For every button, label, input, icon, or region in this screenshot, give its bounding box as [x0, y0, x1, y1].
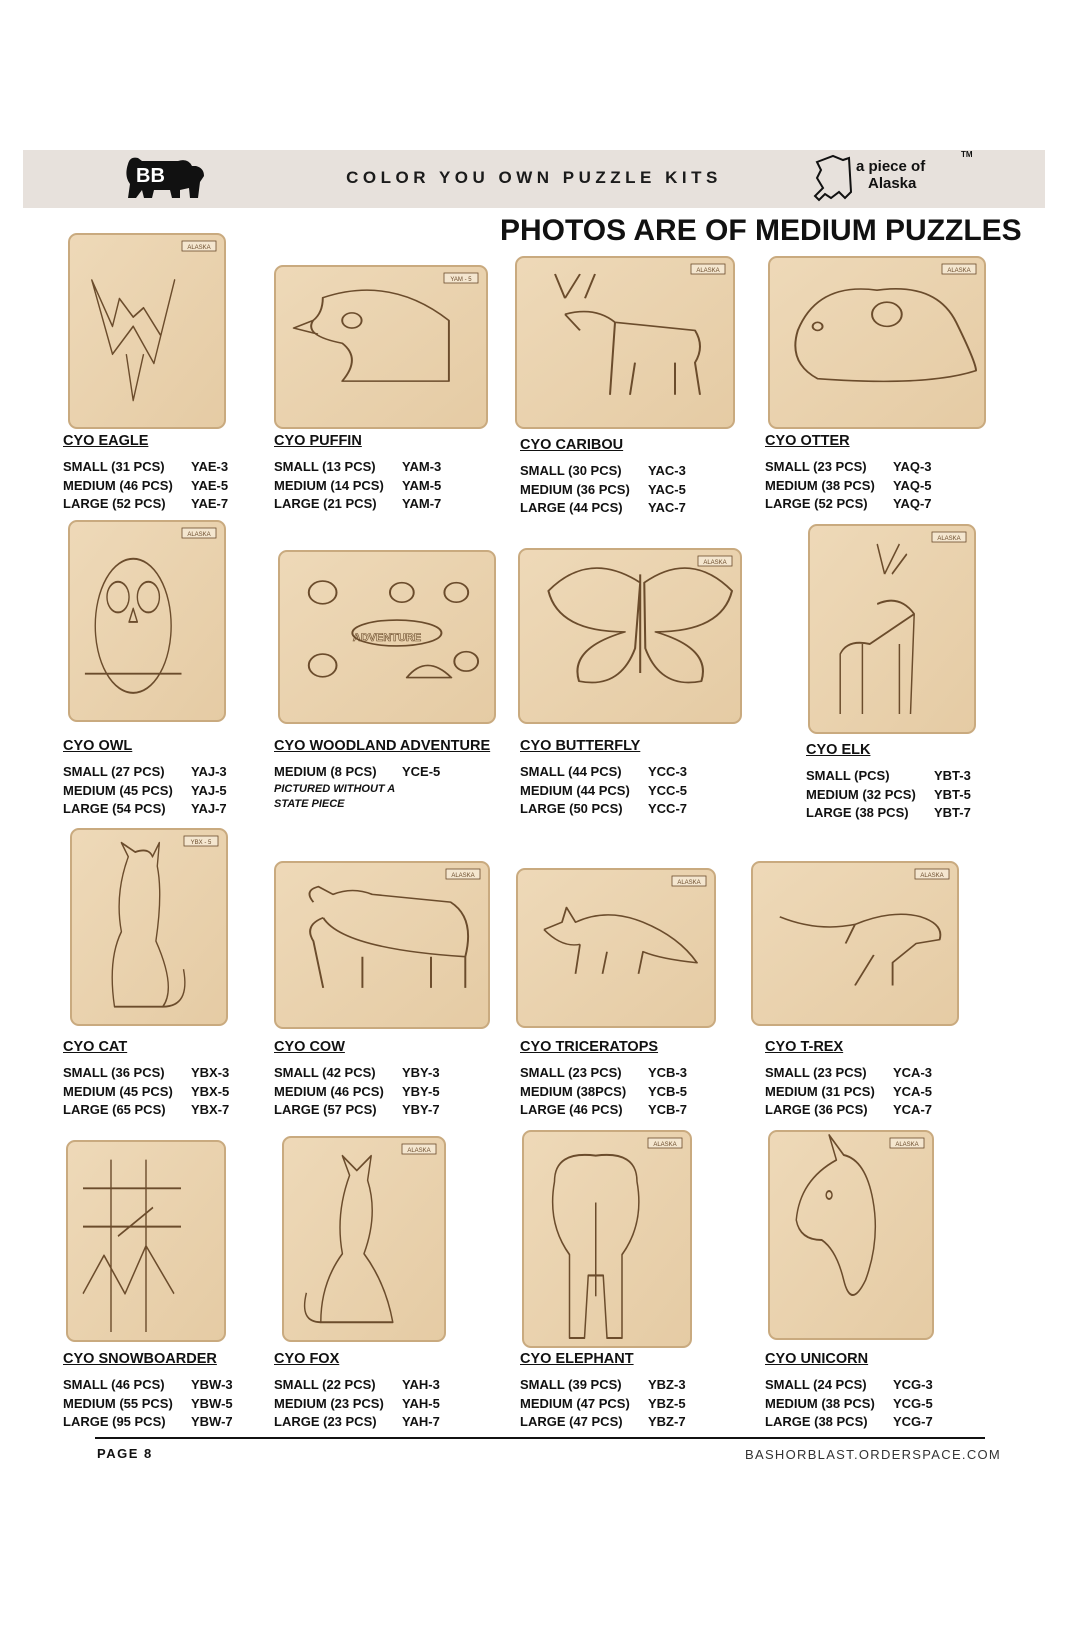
a-piece-of-alaska-logo: [811, 148, 971, 208]
size-row: [63, 782, 227, 801]
product-name: CYO ELK: [806, 742, 871, 758]
size-row: [520, 1395, 686, 1414]
size-row: [63, 477, 228, 496]
size-row: [274, 458, 441, 477]
product-photo-elk: [808, 524, 976, 734]
sku-code: YBX-3: [191, 1065, 230, 1080]
footer-divider: [95, 1437, 985, 1439]
size-row: [765, 1413, 933, 1432]
size-label: MEDIUM (31 PCS): [765, 1083, 875, 1099]
size-label: LARGE (47 PCS): [520, 1414, 623, 1429]
size-row: [765, 458, 932, 477]
sku-code: YAC-3: [648, 463, 686, 478]
size-row: [274, 1376, 440, 1395]
sku-code: YCA-3: [893, 1065, 933, 1080]
size-label: SMALL (23 PCS): [765, 459, 867, 474]
size-label: SMALL (30 PCS): [520, 463, 622, 478]
header-bar: [23, 150, 1045, 208]
size-label: MEDIUM (45 PCS): [63, 782, 173, 798]
product-photo-unicorn: [768, 1130, 934, 1340]
product-photo-t-rex: [751, 861, 959, 1026]
size-row: [63, 1083, 229, 1102]
puzzle-tag-label: ALASKA: [451, 873, 475, 879]
puzzle-tag-label: ALASKA: [920, 873, 944, 879]
size-label: LARGE (95 PCS): [63, 1414, 166, 1429]
size-label: MEDIUM (14 PCS): [274, 477, 384, 493]
puzzle-tag-label: ALASKA: [187, 532, 211, 538]
size-row: [63, 458, 228, 477]
size-row: [765, 1395, 933, 1414]
sku-code: YAE-7: [191, 496, 229, 511]
sku-code: YCA-7: [893, 1102, 933, 1117]
size-list: [63, 763, 227, 819]
product-photo-elephant: [522, 1130, 692, 1348]
size-label: LARGE (21 PCS): [274, 496, 377, 511]
product-photo-butterfly: [518, 548, 742, 724]
size-label: SMALL (31 PCS): [63, 459, 165, 474]
size-row: [520, 782, 687, 801]
size-row: [63, 1376, 233, 1395]
size-label: MEDIUM (45 PCS): [63, 1083, 173, 1099]
sku-code: YBX-7: [191, 1102, 230, 1117]
sku-code: YBY-7: [402, 1102, 440, 1117]
size-list: [63, 458, 228, 514]
product-name: CYO TRICERATOPS: [520, 1039, 659, 1055]
sku-code: YCG-3: [893, 1377, 933, 1392]
product-photo-otter: [768, 256, 986, 429]
product-name: CYO SNOWBOARDER: [63, 1351, 217, 1367]
puzzle-tag-label: ALASKA: [937, 536, 961, 542]
size-label: MEDIUM (32 PCS): [806, 786, 916, 802]
size-row: [274, 477, 441, 496]
size-row: [765, 1064, 932, 1083]
size-row: [520, 763, 687, 782]
banner-medium-puzzles: PHOTOS ARE OF MEDIUM PUZZLES: [500, 214, 1022, 247]
sku-code: YCC-7: [648, 801, 688, 816]
size-label: LARGE (52 PCS): [63, 496, 166, 511]
sku-code: YBZ-7: [648, 1414, 686, 1429]
sku-code: YAQ-7: [893, 496, 932, 511]
sku-code: YBW-3: [191, 1377, 233, 1392]
sku-code: YAH-7: [402, 1414, 440, 1429]
sku-code: YBW-7: [191, 1414, 233, 1429]
size-list: [274, 458, 441, 514]
puzzle-tag-label: ALASKA: [677, 880, 701, 886]
sku-code: YAE-3: [191, 459, 229, 474]
page-header-title: COLOR YOU OWN PUZZLE KITS: [346, 168, 722, 187]
size-list: [63, 1376, 233, 1432]
size-label: MEDIUM (46 PCS): [63, 477, 173, 493]
size-row: [765, 1376, 933, 1395]
size-label: SMALL (27 PCS): [63, 764, 165, 779]
size-list: [806, 767, 971, 823]
size-list: [765, 458, 932, 514]
size-label: MEDIUM (23 PCS): [274, 1395, 384, 1411]
product-name: CYO COW: [274, 1039, 345, 1055]
size-label: SMALL (46 PCS): [63, 1377, 165, 1392]
size-row: [63, 1395, 233, 1414]
size-label: SMALL (42 PCS): [274, 1065, 376, 1080]
sku-code: YAH-5: [402, 1395, 440, 1411]
product-name: CYO OWL: [63, 738, 133, 754]
size-row: [63, 495, 228, 514]
size-row: [274, 1083, 440, 1102]
sku-code: YBW-5: [191, 1395, 233, 1411]
product-note: PICTURED WITHOUT A: [274, 782, 396, 795]
size-label: SMALL (39 PCS): [520, 1377, 622, 1392]
size-label: LARGE (52 PCS): [765, 496, 868, 511]
size-label: SMALL (36 PCS): [63, 1065, 165, 1080]
sku-code: YCB-7: [648, 1102, 688, 1117]
sku-code: YCE-5: [402, 764, 441, 779]
size-label: LARGE (50 PCS): [520, 801, 623, 816]
size-list: [274, 763, 440, 812]
product-name: CYO EAGLE: [63, 433, 149, 449]
product-photo-woodland-adventure: [278, 550, 496, 724]
puzzle-tag-label: ALASKA: [895, 1142, 919, 1148]
sku-code: YAQ-5: [893, 477, 932, 493]
sku-code: YAJ-3: [191, 764, 227, 779]
sku-code: YBY-5: [402, 1083, 440, 1099]
sku-code: YCC-5: [648, 782, 688, 798]
size-list: [274, 1064, 440, 1120]
sku-code: YBZ-5: [648, 1395, 686, 1411]
sku-code: YBT-5: [934, 786, 971, 802]
product-name: CYO CARIBOU: [520, 437, 624, 453]
size-row: [806, 786, 971, 805]
size-row: [274, 1064, 440, 1083]
size-row: [520, 499, 686, 518]
size-label: LARGE (44 PCS): [520, 500, 623, 515]
size-row: [520, 462, 686, 481]
size-row: [520, 1376, 686, 1395]
puzzle-tag-label: YBX - 5: [190, 840, 212, 846]
sku-code: YCA-5: [893, 1083, 933, 1099]
size-row: [520, 1413, 686, 1432]
size-label: SMALL (24 PCS): [765, 1377, 867, 1392]
size-label: LARGE (36 PCS): [765, 1102, 868, 1117]
size-label: SMALL (PCS): [806, 768, 890, 783]
size-list: [765, 1064, 932, 1120]
size-list: [765, 1376, 933, 1432]
puzzle-sign-label: ADVENTURE: [352, 632, 422, 644]
size-label: LARGE (46 PCS): [520, 1102, 623, 1117]
product-photo-owl: [68, 520, 226, 722]
product-name: CYO WOODLAND ADVENTURE: [274, 738, 491, 754]
size-row: [520, 1101, 687, 1120]
size-row: [520, 1083, 687, 1102]
sku-code: YAJ-5: [191, 782, 227, 798]
size-label: LARGE (57 PCS): [274, 1102, 377, 1117]
sku-code: YCC-3: [648, 764, 688, 779]
size-row: [765, 495, 932, 514]
size-list: [520, 462, 686, 518]
size-row: [520, 800, 687, 819]
size-row: [765, 1083, 932, 1102]
puzzle-tag-label: ALASKA: [653, 1142, 677, 1148]
sku-code: YCB-3: [648, 1065, 688, 1080]
puzzle-tag-label: ALASKA: [696, 268, 720, 274]
size-row: [63, 1101, 229, 1120]
size-label: MEDIUM (55 PCS): [63, 1395, 173, 1411]
sku-code: YAM-7: [402, 496, 442, 511]
sku-code: YCG-5: [893, 1395, 933, 1411]
trademark-mark: TM: [961, 150, 973, 159]
size-label: SMALL (22 PCS): [274, 1377, 376, 1392]
product-name: CYO OTTER: [765, 433, 850, 449]
website-url: BASHORBLAST.ORDERSPACE.COM: [745, 1447, 1002, 1462]
size-row: [520, 1064, 687, 1083]
sku-code: YAH-3: [402, 1377, 440, 1392]
size-list: [274, 1376, 440, 1432]
size-label: SMALL (23 PCS): [520, 1065, 622, 1080]
size-row: [274, 1413, 440, 1432]
size-label: SMALL (44 PCS): [520, 764, 622, 779]
size-label: MEDIUM (38 PCS): [765, 1395, 875, 1411]
size-row: [765, 477, 932, 496]
sku-code: YCB-5: [648, 1083, 688, 1099]
svg-text:BB: BB: [136, 165, 165, 187]
product-photo-eagle: [68, 233, 226, 429]
size-list: [520, 1064, 687, 1120]
size-row: [274, 763, 440, 782]
product-photo-cat: [70, 828, 228, 1026]
sku-code: YBX-5: [191, 1083, 230, 1099]
product-name: CYO T-REX: [765, 1039, 844, 1055]
size-label: LARGE (23 PCS): [274, 1414, 377, 1429]
size-label: SMALL (13 PCS): [274, 459, 376, 474]
size-label: MEDIUM (38 PCS): [765, 477, 875, 493]
size-label: MEDIUM (8 PCS): [274, 764, 377, 779]
size-label: MEDIUM (44 PCS): [520, 782, 630, 798]
size-label: MEDIUM (38PCS): [520, 1083, 627, 1099]
puzzle-tag-label: YAM - 5: [450, 277, 472, 283]
size-label: SMALL (23 PCS): [765, 1065, 867, 1080]
size-row: [520, 481, 686, 500]
size-row: [765, 1101, 932, 1120]
size-row: [63, 800, 227, 819]
size-row: [806, 767, 971, 786]
sku-code: YAQ-3: [893, 459, 932, 474]
product-name: CYO ELEPHANT: [520, 1351, 634, 1367]
size-label: LARGE (65 PCS): [63, 1102, 166, 1117]
product-name: CYO UNICORN: [765, 1351, 869, 1367]
product-name: CYO BUTTERFLY: [520, 738, 641, 754]
size-label: LARGE (38 PCS): [765, 1414, 868, 1429]
sku-code: YAC-5: [648, 481, 686, 497]
sku-code: YAC-7: [648, 500, 686, 515]
size-label: LARGE (38 PCS): [806, 805, 909, 820]
sku-code: YBY-3: [402, 1065, 440, 1080]
product-photo-caribou: [515, 256, 735, 429]
size-list: [63, 1064, 229, 1120]
product-name: CYO PUFFIN: [274, 433, 362, 449]
brand-line-1: a piece of: [856, 158, 926, 175]
size-row: [806, 804, 971, 823]
size-row: [63, 763, 227, 782]
brand-line-2: Alaska: [868, 175, 917, 192]
size-row: [274, 495, 441, 514]
product-name: CYO CAT: [63, 1039, 128, 1055]
product-name: CYO FOX: [274, 1351, 340, 1367]
sku-code: YBT-3: [934, 768, 971, 783]
size-row: [274, 1395, 440, 1414]
size-row: [63, 1413, 233, 1432]
sku-code: YAM-3: [402, 459, 442, 474]
product-photo-triceratops: [516, 868, 716, 1028]
puzzle-tag-label: ALASKA: [187, 245, 211, 251]
size-list: [520, 763, 687, 819]
size-list: [520, 1376, 686, 1432]
sku-code: YAJ-7: [191, 801, 227, 816]
puzzle-tag-label: ALASKA: [407, 1148, 431, 1154]
product-photo-puffin: [274, 265, 488, 429]
size-row: [63, 1064, 229, 1083]
product-note: STATE PIECE: [274, 797, 345, 810]
size-label: MEDIUM (36 PCS): [520, 481, 630, 497]
product-photo-snowboarder: [66, 1140, 226, 1342]
sku-code: YCG-7: [893, 1414, 933, 1429]
size-label: LARGE (54 PCS): [63, 801, 166, 816]
product-photo-cow: [274, 861, 490, 1029]
sku-code: YBZ-3: [648, 1377, 686, 1392]
size-label: MEDIUM (47 PCS): [520, 1395, 630, 1411]
size-row: [274, 1101, 440, 1120]
sku-code: YBT-7: [934, 805, 971, 820]
puzzle-tag-label: ALASKA: [947, 268, 971, 274]
size-label: MEDIUM (46 PCS): [274, 1083, 384, 1099]
product-photo-fox: [282, 1136, 446, 1342]
page-number: PAGE 8: [97, 1446, 153, 1461]
puzzle-tag-label: ALASKA: [703, 560, 727, 566]
sku-code: YAM-5: [402, 477, 442, 493]
sku-code: YAE-5: [191, 477, 229, 493]
